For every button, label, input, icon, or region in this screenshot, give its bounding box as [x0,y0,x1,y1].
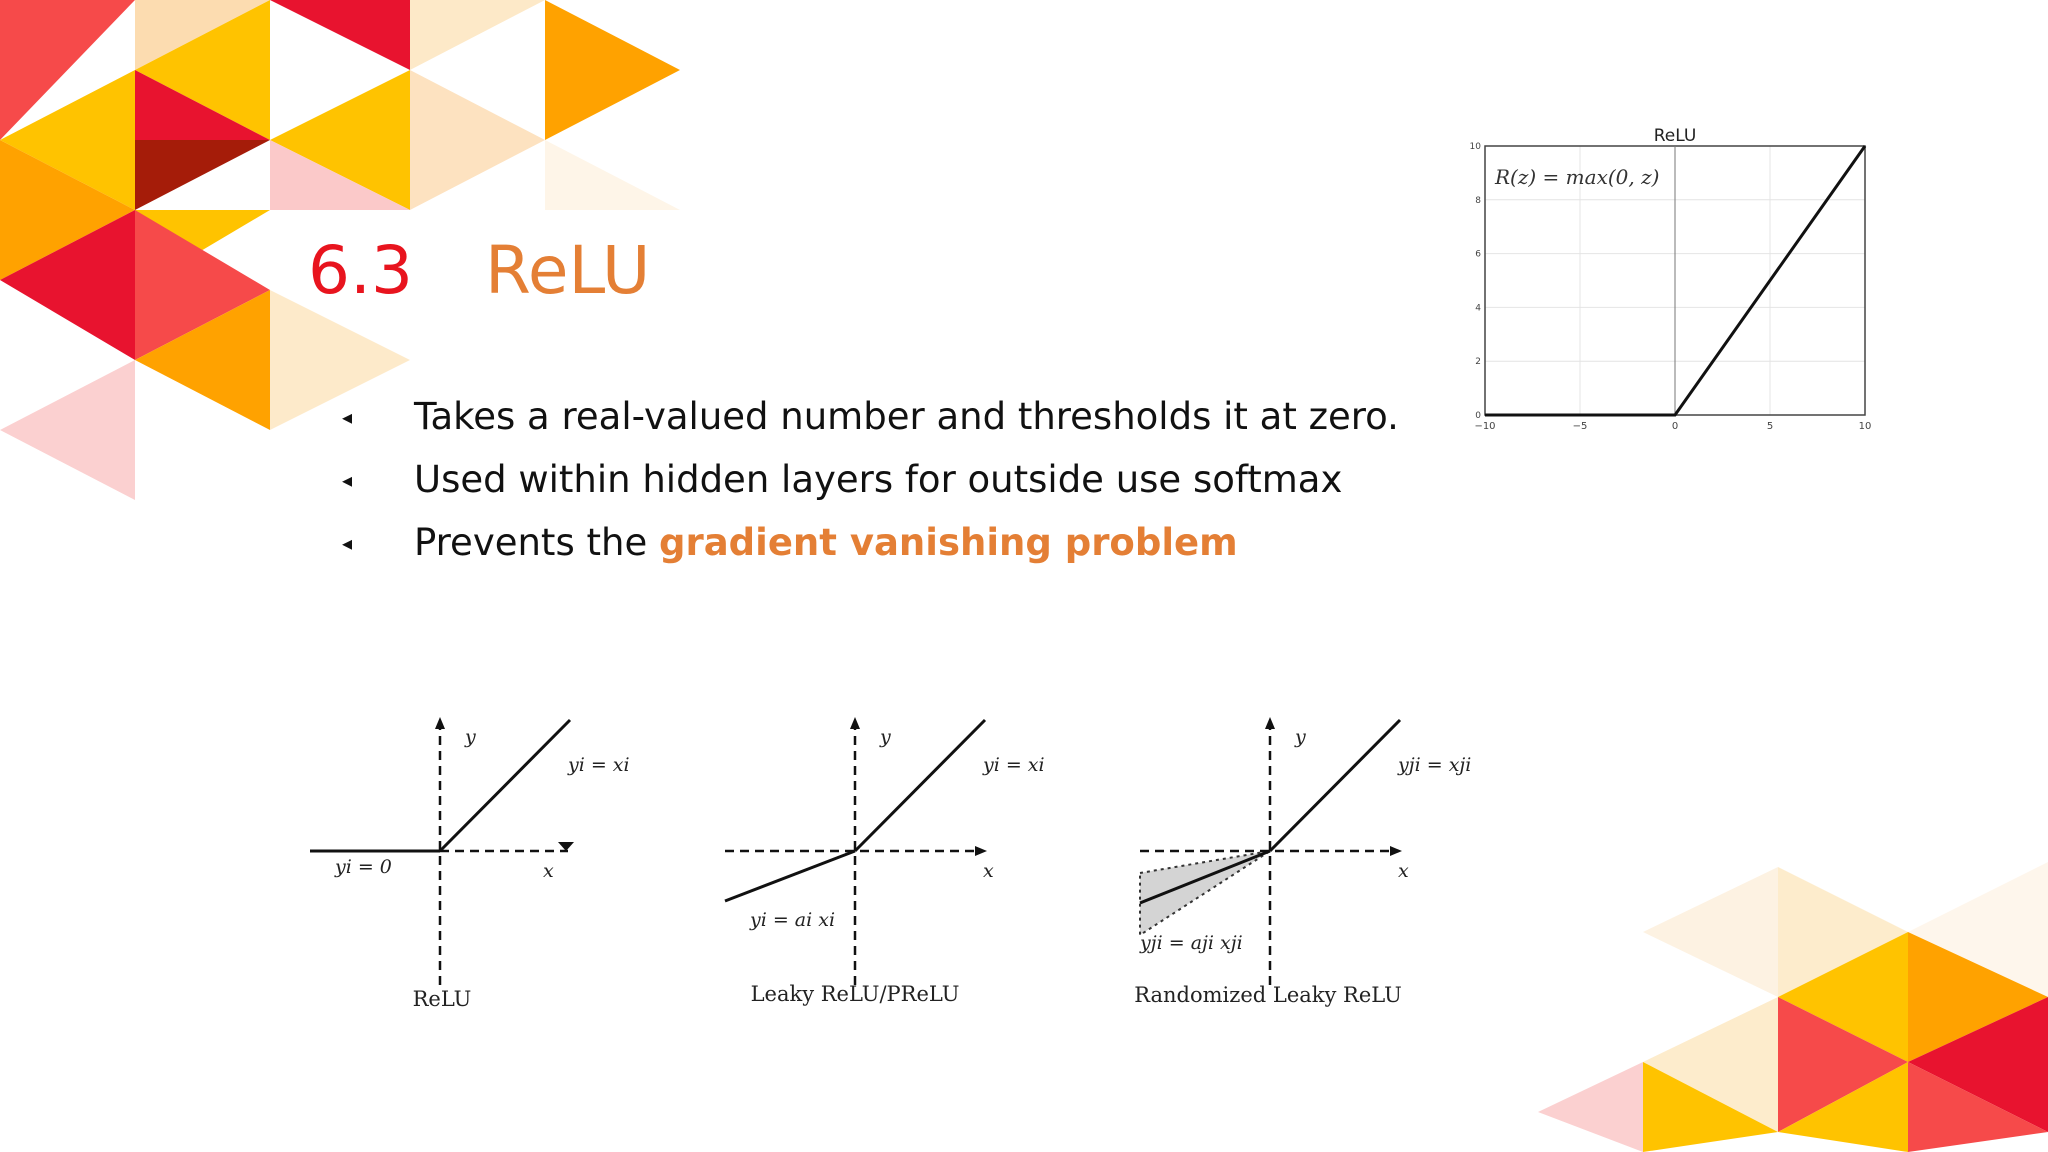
axis-x-label: x [1398,860,1409,882]
diagram-leaky-relu [715,705,1045,1025]
y-axis-arrow-icon [435,717,445,729]
right-branch [855,720,985,851]
bullet-item [340,453,1399,516]
x-tick-label: −5 [1572,421,1588,432]
bullet-highlight: gradient vanishing problem [658,521,1238,564]
slide-title [308,232,651,309]
y-tick-label: 10 [1469,142,1481,152]
right-branch-label: yi = xi [983,754,1045,776]
right-branch-label: yi = xi [568,754,630,776]
title-text: ReLU [484,232,651,309]
y-tick-label: 0 [1475,411,1481,421]
bullet-text: Used within hidden layers for outside use softmax [414,458,1343,501]
axis-y-label: y [465,726,476,748]
plot-formula: R(z) = max(0, z) [1495,165,1660,189]
bullet-item [340,516,1399,579]
x-tick-label: 10 [1858,421,1872,432]
x-axis-arrow-icon [975,846,987,856]
relu-plot [1455,118,1895,448]
plot-title: ReLU [1653,126,1697,146]
diagram-relu [300,705,630,1025]
shaded-region [1140,851,1270,935]
right-branch [1270,720,1400,851]
y-tick-label: 6 [1475,249,1481,260]
bullet-item [340,390,1399,453]
bottom-right-decoration [1488,832,2048,1152]
bullet-marker-icon: ◂ [342,405,353,429]
axis-x-label: x [983,860,994,882]
title-number: 6.3 [308,232,413,309]
right-branch [440,720,570,851]
left-branch-label: yi = ai xi [750,909,836,931]
x-tick-label: 0 [1671,421,1679,432]
bullet-marker-icon: ◂ [342,468,353,492]
left-branch-label: yi = 0 [335,856,392,878]
y-tick-label: 4 [1475,303,1481,314]
left-branch [725,851,855,901]
y-axis-arrow-icon [850,717,860,729]
bullet-marker-icon: ◂ [342,531,353,555]
diagram-randomized-leaky-relu [1130,705,1470,1025]
bullet-list [340,390,1399,579]
x-axis-arrow-icon [558,842,574,851]
right-branch-label: yji = xji [1398,754,1472,776]
diagram-caption: Randomized Leaky ReLU [1134,983,1402,1007]
y-axis-arrow-icon [1265,717,1275,729]
x-axis-arrow-icon [1390,846,1402,856]
axis-y-label: y [880,726,891,748]
bullet-text: Takes a real-valued number and thresholds it at zero. [414,395,1399,438]
diagram-caption: ReLU [412,987,472,1011]
diagram-caption: Leaky ReLU/PReLU [750,982,960,1006]
x-tick-label: −10 [1474,421,1496,432]
left-branch-label: yji = aji xji [1140,932,1243,954]
y-tick-label: 2 [1475,357,1481,368]
x-tick-label: 5 [1766,421,1774,432]
bullet-text: Prevents the [414,521,659,564]
axis-y-label: y [1295,726,1306,748]
y-tick-label: 8 [1475,195,1481,206]
axis-x-label: x [543,860,554,882]
